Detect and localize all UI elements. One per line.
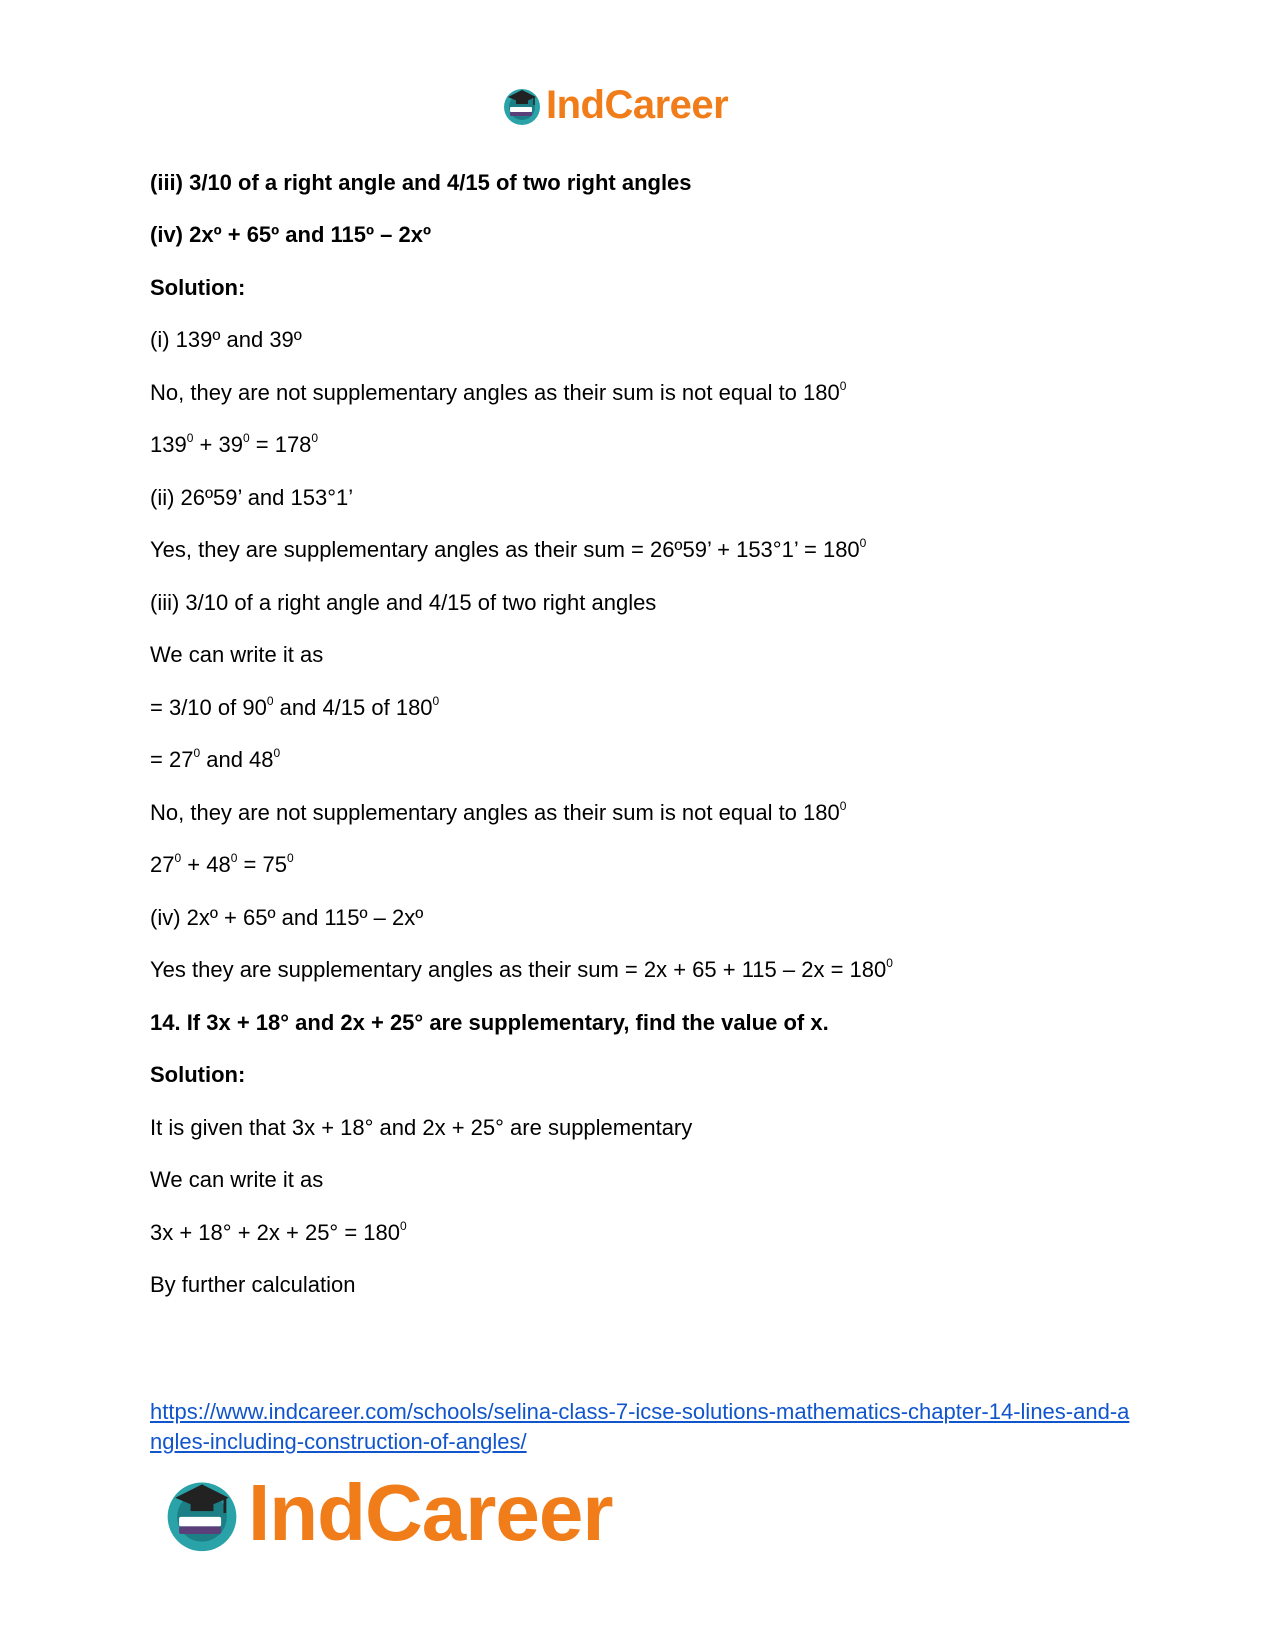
solution-iii-heading: (iii) 3/10 of a right angle and 4/15 of two right angles [150,590,657,615]
question-iii-heading: (iii) 3/10 of a right angle and 4/15 of two right angles [150,170,692,195]
source-link[interactable]: https://www.indcareer.com/schools/selina-class-7-icse-solutions-mathematics-chapter-14-lines-and-angles-including-construction-of-angles/ [150,1399,1130,1454]
question-14-equation [150,1220,407,1246]
degree-mark: 0 [266,694,274,708]
degree-mark: 0 [886,956,893,970]
header-logo-text: IndCareer [546,83,729,127]
solution-ii-statement [150,537,866,563]
degree-mark: 0 [230,851,238,865]
statement-text: No, they are not supplementary angles as their sum is not equal to 180 [150,380,840,405]
term: = 3/10 of 90 [150,695,267,720]
term: and 48 [200,747,274,772]
solution-iii-equation-1 [150,695,439,721]
degree-mark: 0 [859,536,867,550]
solution-iv-statement [150,957,893,983]
solution-iii-statement [150,800,846,826]
term: + 39 [193,432,243,457]
statement-text: Yes they are supplementary angles as their sum = 2x + 65 + 115 – 2x = 180 [150,957,887,982]
degree-mark: 0 [186,431,194,445]
footer-logo-text: IndCareer [248,1467,613,1557]
degree-mark: 0 [193,746,201,760]
solution-iii-equation-2 [150,747,280,773]
degree-mark: 0 [273,746,281,760]
degree-mark: 0 [839,799,847,813]
degree-mark: 0 [400,1219,407,1233]
solution-iv-heading: (iv) 2xº + 65º and 115º – 2xº [150,905,424,930]
degree-mark: 0 [174,851,182,865]
header-logo [500,76,770,134]
question-iv-heading: (iv) 2xº + 65º and 115º – 2xº [150,222,432,247]
question-14-given: It is given that 3x + 18° and 2x + 25° are supplementary [150,1115,693,1140]
statement-text: Yes, they are supplementary angles as their sum = 26º59’ + 153°1’ = 180 [150,537,860,562]
term: 3x + 18° + 2x + 25° = 180 [150,1220,401,1245]
statement-text: No, they are not supplementary angles as their sum is not equal to 180 [150,800,840,825]
solution-i-heading: (i) 139º and 39º [150,327,302,352]
degree-mark: 0 [432,694,440,708]
term: + 48 [181,852,231,877]
degree-mark: 0 [311,431,319,445]
term: = 27 [150,747,194,772]
term: = 178 [249,432,312,457]
term: 27 [150,852,175,877]
solution-heading: Solution: [150,275,246,300]
solution-i-equation [150,432,318,458]
term: 139 [150,432,187,457]
solution-heading: Solution: [150,1062,246,1087]
graduation-globe-icon [500,83,544,127]
question-14-write: We can write it as [150,1167,324,1192]
term: = 75 [237,852,287,877]
solution-i-statement [150,380,846,406]
footer-logo [160,1465,700,1560]
degree-mark: 0 [286,851,294,865]
degree-mark: 0 [839,379,847,393]
term: and 4/15 of 180 [273,695,433,720]
question-14-heading: 14. If 3x + 18° and 2x + 25° are supplementary, find the value of x. [150,1010,829,1035]
question-14-further: By further calculation [150,1272,356,1297]
degree-mark: 0 [242,431,250,445]
solution-ii-heading: (ii) 26º59’ and 153°1’ [150,485,354,510]
graduation-globe-icon [160,1471,244,1555]
solution-iii-write: We can write it as [150,642,324,667]
solution-iii-equation-3 [150,852,294,878]
